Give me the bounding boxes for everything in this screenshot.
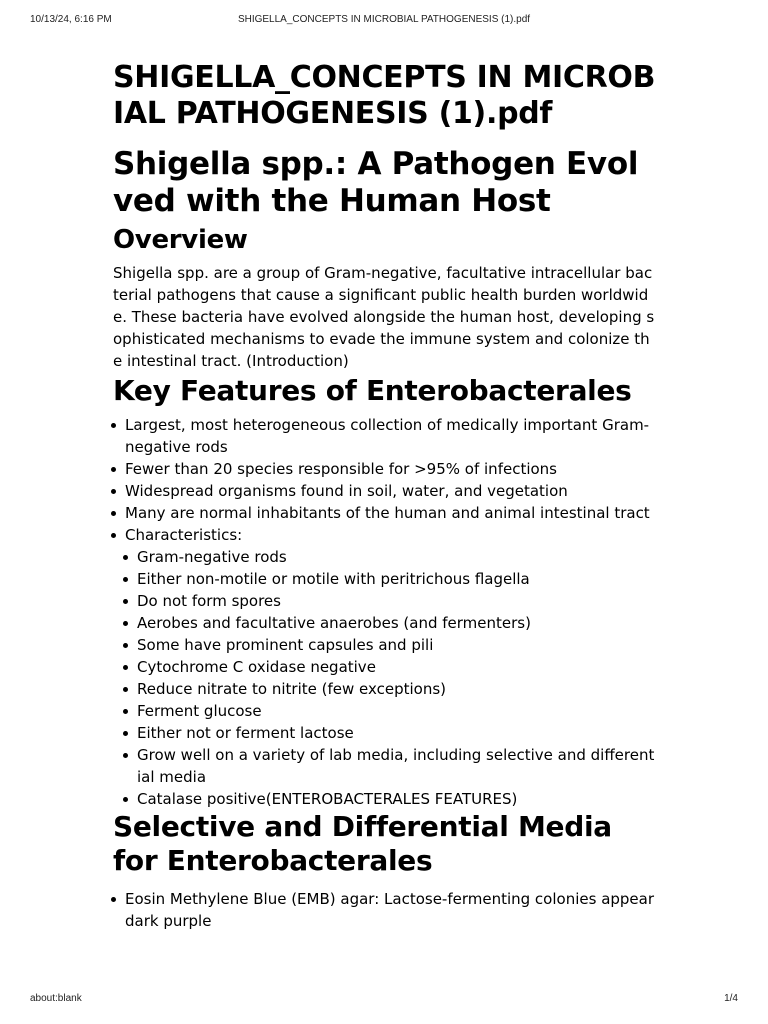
page-number: 1/4 <box>724 993 738 1004</box>
list-item <box>137 722 658 744</box>
list-item <box>125 480 658 502</box>
print-header <box>0 14 768 30</box>
overview-heading: Overview <box>113 225 248 255</box>
list-item <box>125 414 658 458</box>
print-footer <box>0 993 768 1009</box>
print-url: about:blank <box>30 993 82 1004</box>
media-list <box>113 888 658 932</box>
list-item-text: Either not or ferment lactose <box>137 724 354 742</box>
list-item-text: Aerobes and facultative anaerobes (and fermenters) <box>137 614 531 632</box>
list-item-text: Gram-negative rods <box>137 548 287 566</box>
bullet-icon <box>123 577 128 582</box>
list-item <box>137 590 658 612</box>
list-item-text: Largest, most heterogeneous collection of medically important Gram-negative rods <box>125 416 650 456</box>
list-item <box>125 458 658 480</box>
document-content <box>113 60 658 932</box>
list-item-text: Some have prominent capsules and pili <box>137 636 434 654</box>
bullet-icon <box>123 731 128 736</box>
list-item-text: Fewer than 20 species responsible for >95% of infections <box>125 460 557 478</box>
bullet-icon <box>123 709 128 714</box>
list-item-text: Catalase positive(ENTEROBACTERALES FEATURES) <box>137 790 518 808</box>
overview-paragraph: Shigella spp. are a group of Gram-negative, facultative intracellular bacterial pathogens that cause a significant public health burden worldwide. These bacteria have evolved alongside the human host, developing sophisticated mechanisms to evade the immune system and colonize the intestinal tract. (Introduction) <box>113 264 655 370</box>
list-item-text: Cytochrome C oxidase negative <box>137 658 376 676</box>
bullet-icon <box>111 467 116 472</box>
bullet-icon <box>111 533 116 538</box>
bullet-icon <box>123 753 128 758</box>
bullet-icon <box>123 555 128 560</box>
features-list <box>113 414 658 810</box>
list-item <box>125 502 658 524</box>
bullet-icon <box>123 797 128 802</box>
list-item <box>137 788 658 810</box>
bullet-icon <box>111 423 116 428</box>
list-item-text: Characteristics: <box>125 526 243 544</box>
list-item <box>137 678 658 700</box>
list-item-text: Many are normal inhabitants of the human and animal intestinal tract <box>125 504 650 522</box>
list-item <box>137 546 658 568</box>
list-item <box>137 634 658 656</box>
list-item-text: Either non-motile or motile with peritrichous flagella <box>137 570 530 588</box>
media-heading: Selective and Differential Media for Enterobacterales <box>113 810 612 877</box>
list-item <box>137 700 658 722</box>
bullet-icon <box>111 511 116 516</box>
bullet-icon <box>123 621 128 626</box>
bullet-icon <box>123 665 128 670</box>
list-item <box>137 656 658 678</box>
characteristics-list <box>125 546 658 810</box>
bullet-icon <box>123 599 128 604</box>
bullet-icon <box>123 643 128 648</box>
list-item-text: Grow well on a variety of lab media, including selective and differential media <box>137 746 655 786</box>
list-item <box>137 568 658 590</box>
list-item <box>125 888 658 932</box>
print-datetime: 10/13/24, 6:16 PM <box>30 14 112 25</box>
list-item <box>137 744 658 788</box>
list-item-text: Reduce nitrate to nitrite (few exceptions) <box>137 680 447 698</box>
bullet-icon <box>111 489 116 494</box>
print-document-title: SHIGELLA_CONCEPTS IN MICROBIAL PATHOGENESIS (1).pdf <box>237 14 531 25</box>
list-item <box>137 612 658 634</box>
document-title: SHIGELLA_CONCEPTS IN MICROBIAL PATHOGENESIS (1).pdf <box>113 60 656 131</box>
list-item-text: Eosin Methylene Blue (EMB) agar: Lactose-fermenting colonies appear dark purple <box>125 890 655 930</box>
bullet-icon <box>123 687 128 692</box>
list-item <box>125 524 658 810</box>
list-item-text: Ferment glucose <box>137 702 262 720</box>
bullet-icon <box>111 897 116 902</box>
list-item-text: Widespread organisms found in soil, water, and vegetation <box>125 482 568 500</box>
document-subtitle: Shigella spp.: A Pathogen Evolved with the Human Host <box>113 146 639 219</box>
features-heading: Key Features of Enterobacterales <box>113 374 632 407</box>
list-item-text: Do not form spores <box>137 592 281 610</box>
